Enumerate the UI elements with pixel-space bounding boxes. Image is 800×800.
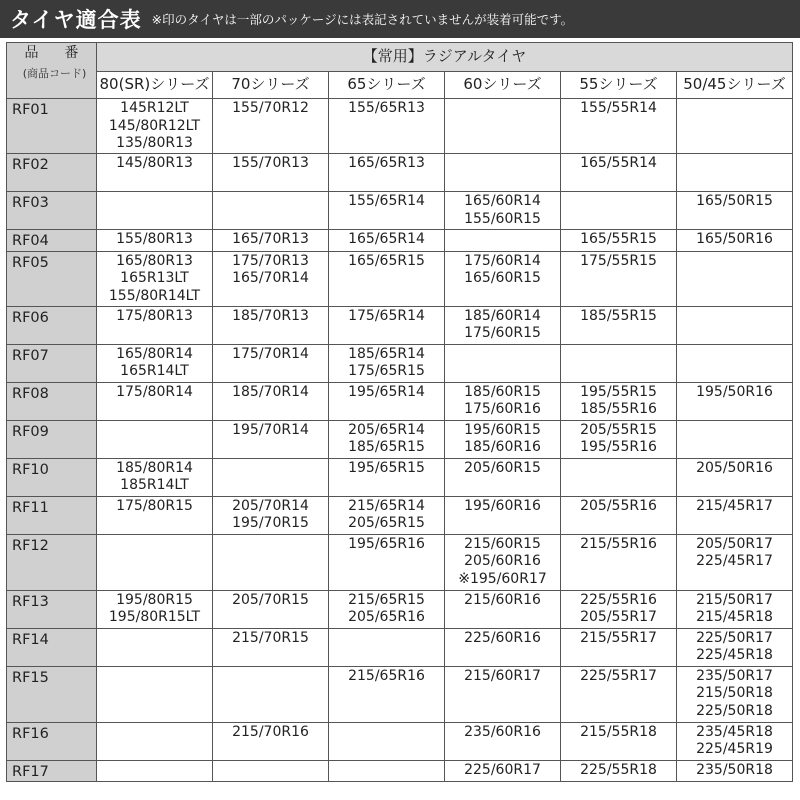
table-row bbox=[7, 628, 793, 666]
tire-size: 165/60R15 bbox=[464, 270, 541, 286]
series-header: 60シリーズ bbox=[445, 72, 561, 99]
size-cell bbox=[213, 420, 329, 458]
tire-size: 165/80R13 bbox=[116, 252, 193, 269]
size-cell bbox=[97, 458, 213, 496]
size-cell bbox=[677, 192, 793, 230]
table-row bbox=[7, 306, 793, 344]
tire-size: 155/55R14 bbox=[580, 100, 657, 116]
table-row bbox=[7, 590, 793, 628]
size-cell bbox=[97, 306, 213, 344]
tire-size: 225/60R16 bbox=[464, 629, 541, 646]
tire-size: 185/70R13 bbox=[232, 307, 309, 324]
tire-size: 185/80R14 bbox=[116, 459, 193, 476]
tire-size: 195/50R16 bbox=[696, 383, 773, 400]
tire-size: 205/55R15 bbox=[580, 421, 657, 438]
size-cell bbox=[677, 230, 793, 252]
size-cell bbox=[677, 344, 793, 382]
table-row bbox=[7, 344, 793, 382]
size-cell bbox=[561, 192, 677, 230]
size-cell bbox=[677, 722, 793, 760]
product-code: RF04 bbox=[7, 230, 97, 252]
product-code: RF05 bbox=[7, 251, 97, 306]
tire-size: 165/70R14 bbox=[232, 270, 309, 286]
tire-size: 205/55R16 bbox=[580, 497, 657, 514]
size-cell bbox=[97, 590, 213, 628]
size-cell bbox=[445, 496, 561, 534]
tire-size: 215/50R18 bbox=[696, 685, 773, 701]
size-cell bbox=[97, 496, 213, 534]
tire-size: 215/55R18 bbox=[580, 723, 657, 740]
tire-size: 225/45R18 bbox=[696, 647, 773, 663]
size-cell bbox=[213, 99, 329, 154]
product-code: RF02 bbox=[7, 154, 97, 192]
tire-size: 215/65R15 bbox=[348, 591, 425, 608]
tire-size: 195/65R16 bbox=[348, 535, 425, 552]
header-row-series bbox=[7, 72, 793, 99]
table-row bbox=[7, 251, 793, 306]
size-cell bbox=[97, 99, 213, 154]
size-cell bbox=[213, 590, 329, 628]
tire-size: 175/60R15 bbox=[464, 325, 541, 341]
tire-size: 175/70R13 bbox=[232, 252, 309, 269]
size-cell bbox=[213, 628, 329, 666]
table-row bbox=[7, 154, 793, 192]
product-code: RF12 bbox=[7, 534, 97, 590]
size-cell bbox=[329, 382, 445, 420]
product-code: RF17 bbox=[7, 760, 97, 782]
table-row bbox=[7, 99, 793, 154]
tire-size: 235/45R18 bbox=[696, 723, 773, 740]
series-header: 65シリーズ bbox=[329, 72, 445, 99]
code-header-label: 品 番 bbox=[24, 45, 85, 61]
tire-size: 195/65R14 bbox=[348, 383, 425, 400]
size-cell bbox=[97, 230, 213, 252]
table-row bbox=[7, 420, 793, 458]
tire-size: 185/60R15 bbox=[464, 383, 541, 400]
size-cell bbox=[97, 534, 213, 590]
size-cell bbox=[445, 154, 561, 192]
tire-size: 165/80R14 bbox=[116, 345, 193, 362]
table-row bbox=[7, 666, 793, 722]
tire-size: 195/55R16 bbox=[580, 439, 657, 455]
table-row bbox=[7, 382, 793, 420]
size-cell bbox=[213, 306, 329, 344]
tire-size: 215/60R17 bbox=[464, 667, 541, 684]
tire-size: 235/60R16 bbox=[464, 723, 541, 740]
size-cell bbox=[677, 760, 793, 782]
tire-size: 205/65R14 bbox=[348, 421, 425, 438]
tire-size: 155/70R13 bbox=[232, 155, 309, 171]
size-cell bbox=[97, 251, 213, 306]
tire-size: 215/65R14 bbox=[348, 497, 425, 514]
size-cell bbox=[213, 534, 329, 590]
tire-size: 215/55R17 bbox=[580, 629, 657, 646]
size-cell bbox=[329, 251, 445, 306]
tire-size: 155/65R13 bbox=[348, 100, 425, 116]
size-cell bbox=[329, 722, 445, 760]
tire-size: 165R14LT bbox=[120, 363, 189, 379]
tire-size: 205/50R16 bbox=[696, 459, 773, 476]
tire-size: 225/45R17 bbox=[696, 553, 773, 569]
tire-size: 175/60R16 bbox=[464, 401, 541, 417]
tire-size: 205/65R16 bbox=[348, 609, 425, 625]
tire-size: 205/65R15 bbox=[348, 515, 425, 531]
tire-size: 165/65R13 bbox=[348, 155, 425, 171]
size-cell bbox=[213, 251, 329, 306]
size-cell bbox=[329, 344, 445, 382]
tire-size: 185/60R16 bbox=[464, 439, 541, 455]
tire-size: 165R13LT bbox=[120, 270, 189, 286]
product-code: RF13 bbox=[7, 590, 97, 628]
tire-size: 205/60R15 bbox=[464, 459, 541, 476]
tire-size: 185/55R16 bbox=[580, 401, 657, 417]
size-cell bbox=[561, 99, 677, 154]
tire-size: 215/70R15 bbox=[232, 629, 309, 646]
code-header bbox=[7, 43, 97, 99]
tire-size: 215/55R16 bbox=[580, 535, 657, 552]
tire-size: 165/55R15 bbox=[580, 231, 657, 247]
size-cell bbox=[561, 458, 677, 496]
tire-size: 215/60R16 bbox=[464, 591, 541, 608]
size-cell bbox=[97, 382, 213, 420]
size-cell bbox=[445, 420, 561, 458]
size-cell bbox=[329, 628, 445, 666]
series-header: 70シリーズ bbox=[213, 72, 329, 99]
product-code: RF16 bbox=[7, 722, 97, 760]
size-cell bbox=[329, 230, 445, 252]
size-cell bbox=[97, 154, 213, 192]
tire-size: 135/80R13 bbox=[116, 135, 193, 151]
code-header-sub: (商品コード) bbox=[22, 66, 87, 80]
size-cell bbox=[677, 99, 793, 154]
size-cell bbox=[329, 458, 445, 496]
size-cell bbox=[445, 192, 561, 230]
size-cell bbox=[213, 496, 329, 534]
size-cell bbox=[445, 534, 561, 590]
size-cell bbox=[677, 382, 793, 420]
tire-size: 185/65R14 bbox=[348, 345, 425, 362]
table-row bbox=[7, 192, 793, 230]
size-cell bbox=[677, 306, 793, 344]
tire-size: 175/60R14 bbox=[464, 252, 541, 269]
size-cell bbox=[677, 534, 793, 590]
tire-size: 155/80R14LT bbox=[108, 287, 201, 304]
size-cell bbox=[97, 760, 213, 782]
tire-size: 225/45R19 bbox=[696, 741, 773, 757]
size-cell bbox=[677, 496, 793, 534]
tire-size: 205/50R17 bbox=[696, 535, 773, 552]
tire-size: 145/80R12LT bbox=[108, 117, 201, 134]
size-cell bbox=[677, 666, 793, 722]
size-cell bbox=[561, 382, 677, 420]
size-cell bbox=[213, 344, 329, 382]
series-header: 80(SR)シリーズ bbox=[97, 72, 213, 99]
size-cell bbox=[213, 192, 329, 230]
size-cell bbox=[445, 99, 561, 154]
tire-size: 155/60R15 bbox=[464, 210, 541, 227]
size-cell bbox=[561, 230, 677, 252]
product-code: RF06 bbox=[7, 306, 97, 344]
tire-size: 165/65R15 bbox=[348, 252, 425, 269]
tire-fitment-table bbox=[6, 42, 793, 782]
page-title: タイヤ適合表 bbox=[10, 8, 142, 32]
size-cell bbox=[213, 230, 329, 252]
tire-size: 145/80R13 bbox=[116, 155, 193, 171]
size-cell bbox=[213, 760, 329, 782]
size-cell bbox=[677, 251, 793, 306]
header-row-group bbox=[7, 43, 793, 72]
size-cell bbox=[97, 722, 213, 760]
group-header: 【常用】ラジアルタイヤ bbox=[97, 43, 793, 72]
tire-size: 225/60R17 bbox=[464, 761, 541, 778]
title-note: ※印のタイヤは一部のパッケージには表記されていませんが装着可能です。 bbox=[151, 12, 574, 27]
size-cell bbox=[329, 192, 445, 230]
product-code: RF03 bbox=[7, 192, 97, 230]
tire-size: ※195/60R17 bbox=[458, 570, 547, 587]
size-cell bbox=[561, 590, 677, 628]
series-header: 50/45シリーズ bbox=[677, 72, 793, 99]
size-cell bbox=[329, 99, 445, 154]
size-cell bbox=[561, 722, 677, 760]
size-cell bbox=[213, 382, 329, 420]
size-cell bbox=[329, 306, 445, 344]
size-cell bbox=[445, 306, 561, 344]
tire-size: 155/65R14 bbox=[348, 193, 425, 209]
size-cell bbox=[561, 760, 677, 782]
size-cell bbox=[677, 154, 793, 192]
table-row bbox=[7, 458, 793, 496]
tire-size: 155/70R12 bbox=[232, 100, 309, 116]
tire-size: 175/80R13 bbox=[116, 307, 193, 324]
size-cell bbox=[329, 590, 445, 628]
tire-size: 225/55R18 bbox=[580, 761, 657, 778]
product-code: RF09 bbox=[7, 420, 97, 458]
table-row bbox=[7, 496, 793, 534]
product-code: RF10 bbox=[7, 458, 97, 496]
product-code: RF11 bbox=[7, 496, 97, 534]
size-cell bbox=[445, 722, 561, 760]
table-body bbox=[7, 99, 793, 782]
tire-size: 175/80R15 bbox=[116, 497, 193, 514]
size-cell bbox=[561, 306, 677, 344]
size-cell bbox=[561, 251, 677, 306]
size-cell bbox=[677, 458, 793, 496]
tire-size: 155/80R13 bbox=[116, 231, 193, 247]
tire-size: 235/50R18 bbox=[696, 761, 773, 778]
tire-size: 165/60R14 bbox=[464, 193, 541, 209]
size-cell bbox=[561, 666, 677, 722]
tire-size: 195/70R14 bbox=[232, 421, 309, 438]
tire-size: 205/70R14 bbox=[232, 497, 309, 514]
size-cell bbox=[445, 666, 561, 722]
tire-size: 185/60R14 bbox=[464, 307, 541, 324]
size-cell bbox=[445, 382, 561, 420]
tire-size: 215/45R18 bbox=[696, 609, 773, 625]
tire-size: 195/80R15 bbox=[116, 591, 193, 608]
title-bar bbox=[0, 0, 800, 38]
tire-size: 215/60R15 bbox=[464, 535, 541, 552]
tire-size: 195/60R16 bbox=[464, 497, 541, 514]
size-cell bbox=[445, 344, 561, 382]
tire-size: 165/70R13 bbox=[232, 231, 309, 247]
size-cell bbox=[445, 458, 561, 496]
size-cell bbox=[561, 534, 677, 590]
tire-size: 165/65R14 bbox=[348, 231, 425, 247]
tire-size: 235/50R17 bbox=[696, 667, 773, 684]
size-cell bbox=[329, 760, 445, 782]
size-cell bbox=[445, 230, 561, 252]
size-cell bbox=[445, 628, 561, 666]
tire-size: 175/80R14 bbox=[116, 383, 193, 400]
product-code: RF08 bbox=[7, 382, 97, 420]
size-cell bbox=[213, 154, 329, 192]
size-cell bbox=[677, 420, 793, 458]
size-cell bbox=[677, 590, 793, 628]
size-cell bbox=[445, 590, 561, 628]
size-cell bbox=[329, 666, 445, 722]
size-cell bbox=[97, 192, 213, 230]
tire-size: 165/50R15 bbox=[696, 193, 773, 209]
table-row bbox=[7, 230, 793, 252]
tire-size: 195/80R15LT bbox=[108, 609, 201, 625]
tire-size: 185R14LT bbox=[120, 477, 189, 493]
series-header: 55シリーズ bbox=[561, 72, 677, 99]
table-row bbox=[7, 534, 793, 590]
tire-size: 215/65R16 bbox=[348, 667, 425, 684]
size-cell bbox=[677, 628, 793, 666]
tire-size: 195/55R15 bbox=[580, 383, 657, 400]
size-cell bbox=[561, 628, 677, 666]
size-cell bbox=[213, 722, 329, 760]
size-cell bbox=[445, 760, 561, 782]
tire-size: 175/65R15 bbox=[348, 363, 425, 379]
tire-size: 215/70R16 bbox=[232, 723, 309, 740]
size-cell bbox=[329, 420, 445, 458]
product-code: RF14 bbox=[7, 628, 97, 666]
tire-size: 225/55R16 bbox=[580, 591, 657, 608]
tire-size: 205/55R17 bbox=[580, 609, 657, 625]
product-code: RF07 bbox=[7, 344, 97, 382]
tire-size: 195/60R15 bbox=[464, 421, 541, 438]
product-code: RF15 bbox=[7, 666, 97, 722]
tire-size: 185/55R15 bbox=[580, 307, 657, 324]
tire-size: 195/70R15 bbox=[232, 515, 309, 531]
tire-size: 215/50R17 bbox=[696, 591, 773, 608]
size-cell bbox=[561, 154, 677, 192]
tire-size: 175/70R14 bbox=[232, 345, 309, 362]
tire-size: 145R12LT bbox=[120, 100, 189, 116]
tire-size: 225/50R17 bbox=[696, 629, 773, 646]
tire-size: 175/65R14 bbox=[348, 307, 425, 324]
size-cell bbox=[329, 534, 445, 590]
size-cell bbox=[97, 666, 213, 722]
size-cell bbox=[329, 154, 445, 192]
tire-size: 205/60R16 bbox=[464, 553, 541, 569]
tire-size: 215/45R17 bbox=[696, 497, 773, 514]
table-row bbox=[7, 760, 793, 782]
size-cell bbox=[97, 420, 213, 458]
size-cell bbox=[561, 344, 677, 382]
size-cell bbox=[97, 344, 213, 382]
size-cell bbox=[97, 628, 213, 666]
tire-size: 205/70R15 bbox=[232, 591, 309, 608]
tire-size: 195/65R15 bbox=[348, 459, 425, 476]
size-cell bbox=[329, 496, 445, 534]
table-row bbox=[7, 722, 793, 760]
size-cell bbox=[213, 666, 329, 722]
tire-size: 175/55R15 bbox=[580, 252, 657, 269]
size-cell bbox=[561, 496, 677, 534]
tire-size: 165/50R16 bbox=[696, 231, 773, 247]
product-code: RF01 bbox=[7, 99, 97, 154]
size-cell bbox=[213, 458, 329, 496]
tire-size: 165/55R14 bbox=[580, 155, 657, 171]
size-cell bbox=[561, 420, 677, 458]
tire-size: 225/55R17 bbox=[580, 667, 657, 684]
size-cell bbox=[445, 251, 561, 306]
tire-size: 225/50R18 bbox=[696, 702, 773, 719]
tire-size: 185/65R15 bbox=[348, 439, 425, 455]
tire-size: 185/70R14 bbox=[232, 383, 309, 400]
